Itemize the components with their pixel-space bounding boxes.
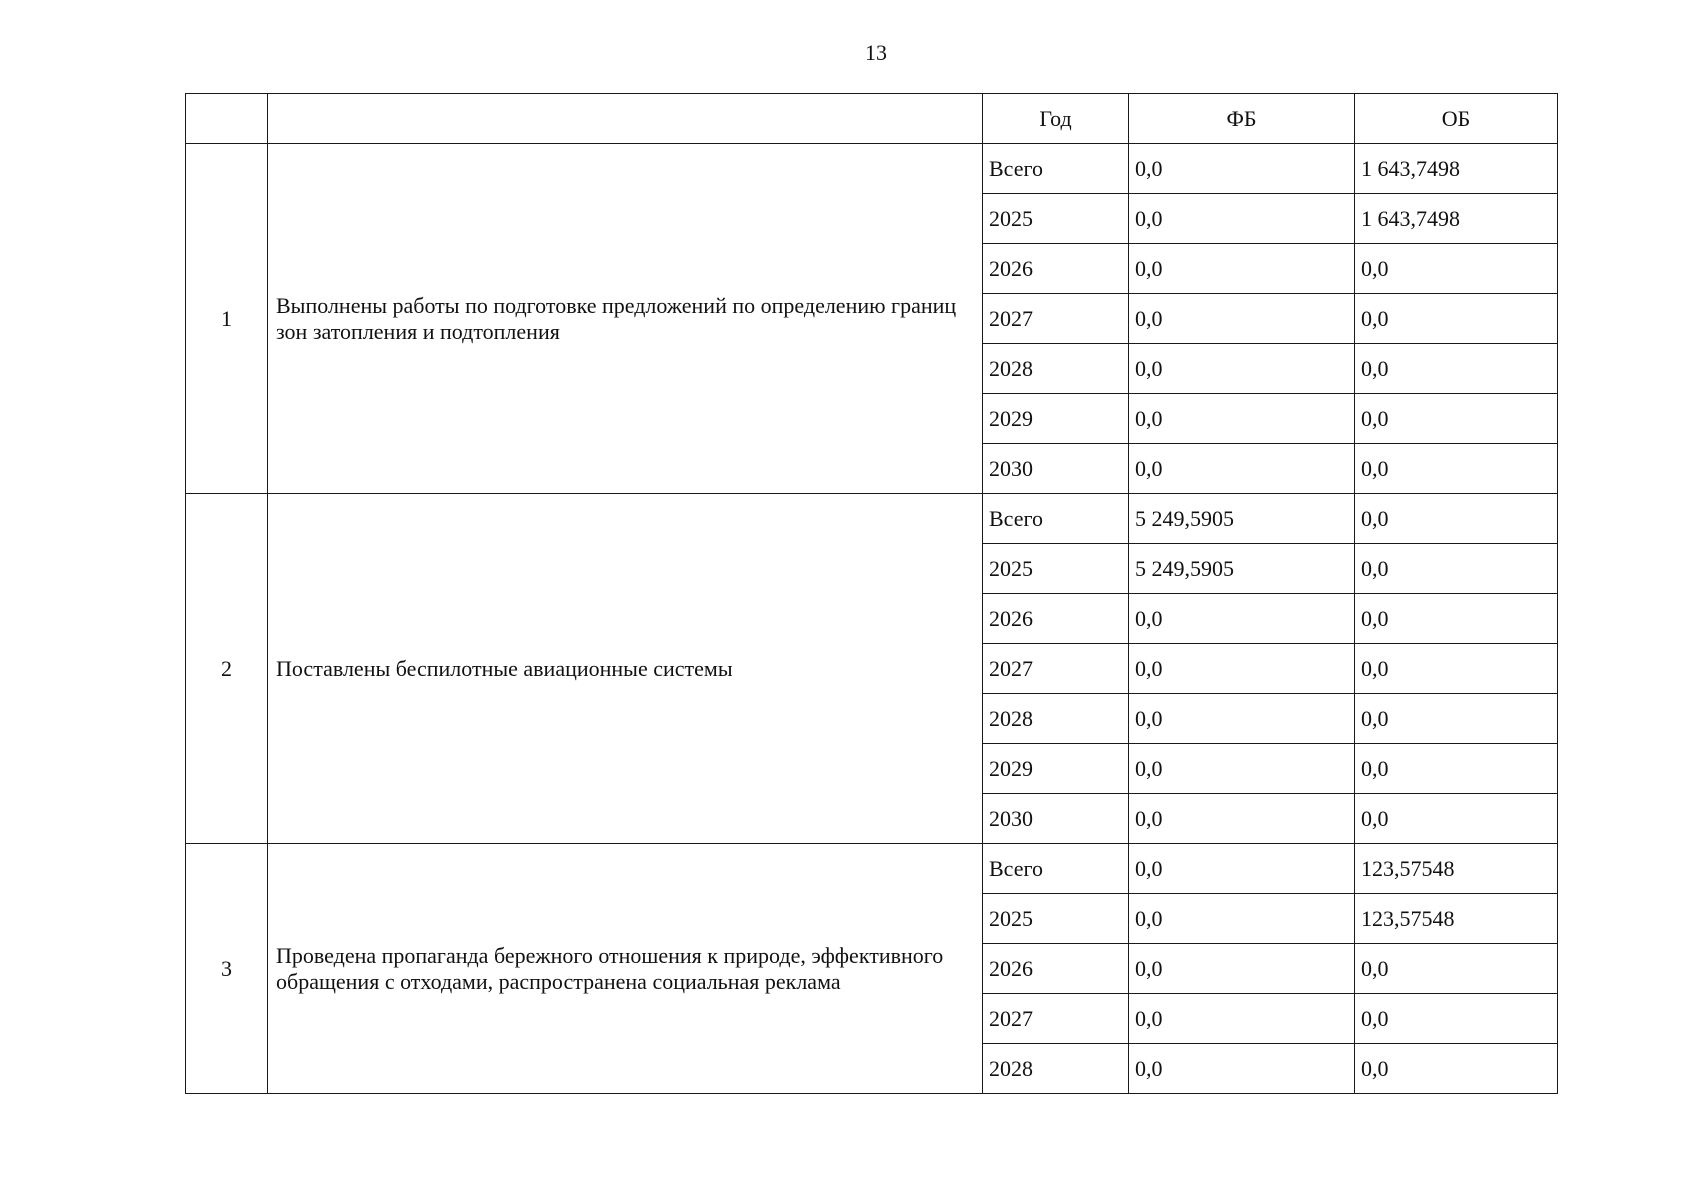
ob-amount-cell: 0,0	[1355, 494, 1558, 544]
year-cell: 2028	[983, 344, 1129, 394]
fb-amount-cell: 0,0	[1129, 994, 1355, 1044]
ob-amount-cell: 0,0	[1355, 944, 1558, 994]
year-cell: 2025	[983, 194, 1129, 244]
item-description-cell: Поставлены беспилотные авиационные системы	[268, 494, 983, 844]
fb-amount-cell: 0,0	[1129, 794, 1355, 844]
year-cell: 2030	[983, 794, 1129, 844]
ob-amount-cell: 1 643,7498	[1355, 194, 1558, 244]
fb-amount-cell: 0,0	[1129, 394, 1355, 444]
header-desc-cell	[268, 94, 983, 144]
ob-amount-cell: 0,0	[1355, 994, 1558, 1044]
table-row	[186, 844, 1558, 894]
fb-amount-cell: 0,0	[1129, 594, 1355, 644]
year-cell: 2027	[983, 294, 1129, 344]
fb-amount-cell: 0,0	[1129, 744, 1355, 794]
header-row	[186, 94, 1558, 144]
page-number: 13	[865, 40, 887, 65]
ob-amount-cell: 0,0	[1355, 744, 1558, 794]
year-cell: Всего	[983, 844, 1129, 894]
year-cell: 2028	[983, 694, 1129, 744]
fb-amount-cell: 0,0	[1129, 194, 1355, 244]
item-number-cell: 1	[186, 144, 268, 494]
header-num-cell	[186, 94, 268, 144]
fb-amount-cell: 0,0	[1129, 444, 1355, 494]
item-number-cell: 2	[186, 494, 268, 844]
ob-amount-cell: 0,0	[1355, 794, 1558, 844]
year-cell: 2026	[983, 244, 1129, 294]
fb-amount-cell: 0,0	[1129, 894, 1355, 944]
funding-table	[185, 93, 1558, 1094]
fb-amount-cell: 0,0	[1129, 944, 1355, 994]
ob-amount-cell: 0,0	[1355, 444, 1558, 494]
header-year-cell: Год	[983, 94, 1129, 144]
funding-table-body	[186, 94, 1558, 1094]
fb-amount-cell: 0,0	[1129, 344, 1355, 394]
header-fb-cell: ФБ	[1129, 94, 1355, 144]
fb-amount-cell: 0,0	[1129, 144, 1355, 194]
header-ob-cell: ОБ	[1355, 94, 1558, 144]
year-cell: Всего	[983, 144, 1129, 194]
item-number-cell: 3	[186, 844, 268, 1094]
ob-amount-cell: 0,0	[1355, 394, 1558, 444]
ob-amount-cell: 0,0	[1355, 544, 1558, 594]
fb-amount-cell: 0,0	[1129, 644, 1355, 694]
year-cell: 2027	[983, 994, 1129, 1044]
fb-amount-cell: 0,0	[1129, 694, 1355, 744]
year-cell: Всего	[983, 494, 1129, 544]
ob-amount-cell: 0,0	[1355, 344, 1558, 394]
fb-amount-cell: 0,0	[1129, 1044, 1355, 1094]
ob-amount-cell: 123,57548	[1355, 844, 1558, 894]
year-cell: 2026	[983, 944, 1129, 994]
year-cell: 2027	[983, 644, 1129, 694]
fb-amount-cell: 0,0	[1129, 844, 1355, 894]
year-cell: 2026	[983, 594, 1129, 644]
ob-amount-cell: 0,0	[1355, 244, 1558, 294]
fb-amount-cell: 5 249,5905	[1129, 494, 1355, 544]
ob-amount-cell: 123,57548	[1355, 894, 1558, 944]
ob-amount-cell: 0,0	[1355, 694, 1558, 744]
year-cell: 2030	[983, 444, 1129, 494]
table-row	[186, 144, 1558, 194]
table-row	[186, 494, 1558, 544]
ob-amount-cell: 0,0	[1355, 294, 1558, 344]
item-description-cell: Выполнены работы по подготовке предложений по определению границ зон затопления и подтопления	[268, 144, 983, 494]
year-cell: 2029	[983, 744, 1129, 794]
ob-amount-cell: 0,0	[1355, 1044, 1558, 1094]
year-cell: 2029	[983, 394, 1129, 444]
item-description-cell: Проведена пропаганда бережного отношения к природе, эффективного обращения с отходами, распространена социальная реклама	[268, 844, 983, 1094]
ob-amount-cell: 0,0	[1355, 644, 1558, 694]
year-cell: 2025	[983, 544, 1129, 594]
ob-amount-cell: 1 643,7498	[1355, 144, 1558, 194]
fb-amount-cell: 5 249,5905	[1129, 544, 1355, 594]
fb-amount-cell: 0,0	[1129, 294, 1355, 344]
ob-amount-cell: 0,0	[1355, 594, 1558, 644]
year-cell: 2028	[983, 1044, 1129, 1094]
year-cell: 2025	[983, 894, 1129, 944]
fb-amount-cell: 0,0	[1129, 244, 1355, 294]
